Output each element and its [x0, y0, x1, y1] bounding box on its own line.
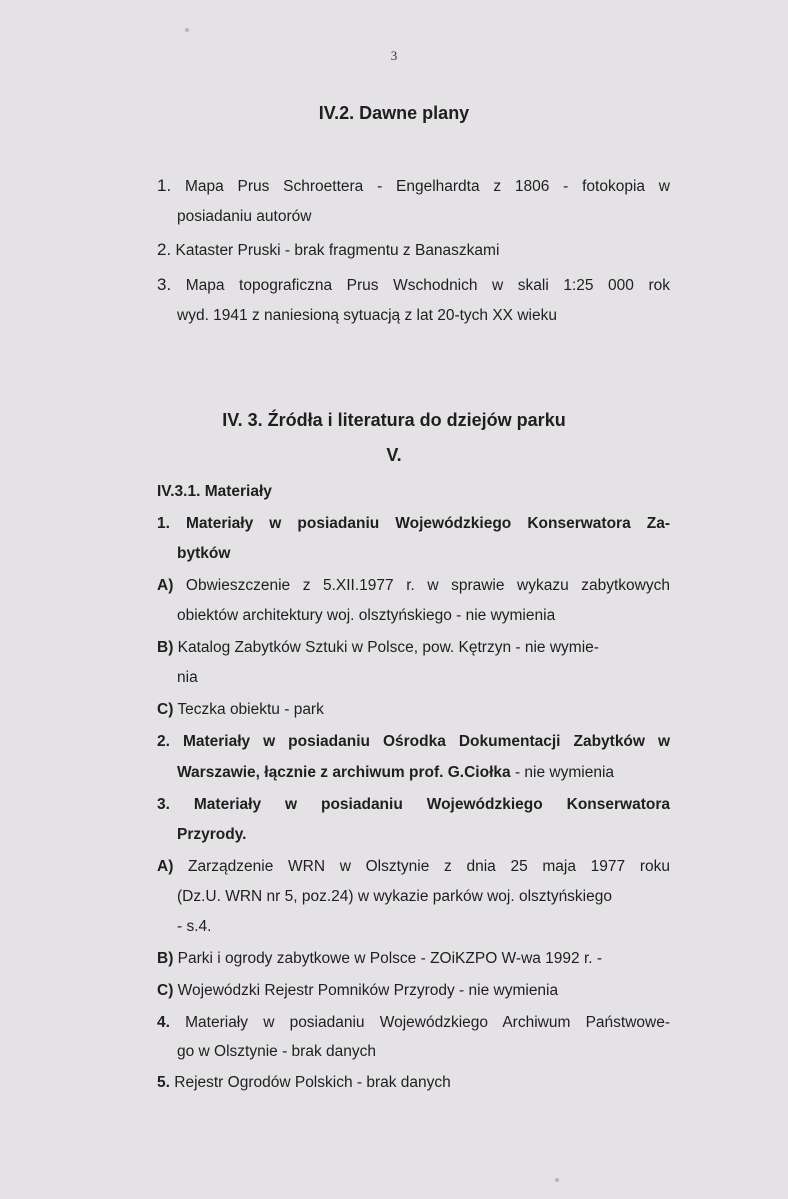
- material-item-1b: [157, 639, 599, 657]
- material-item-1c: [157, 701, 324, 719]
- item-text: Mapa Prus Schroettera - Engelhardta z 1806 - fotokopia w: [184, 178, 670, 195]
- material-item-3c: [157, 982, 558, 1000]
- item-label: B): [157, 639, 174, 656]
- item-number: 5.: [157, 1074, 170, 1091]
- material-item-3a-cont: (Dz.U. WRN nr 5, poz.24) w wykazie parków woj. olsztyńskiego: [177, 888, 612, 905]
- section-title-zrodla: IV. 3. Źródła i literatura do dziejów parku: [222, 410, 566, 430]
- item-number: 2.: [157, 240, 172, 259]
- material-item-4: [157, 1014, 670, 1032]
- item-text: Zarządzenie WRN w Olsztynie z dnia 25 maja 1977 roku: [188, 858, 670, 875]
- item-label: C): [157, 982, 174, 999]
- material-item-2-cont: [177, 764, 614, 782]
- item-text: Materiały w posiadaniu Wojewódzkiego Konserwatora: [193, 796, 670, 813]
- section-title-dawne-plany: IV.2. Dawne plany: [318, 103, 470, 123]
- sub-heading-materialy: IV.3.1. Materiały: [157, 483, 272, 500]
- item-text: - nie wymienia: [510, 764, 615, 781]
- item-number: 4.: [157, 1014, 170, 1031]
- material-item-2: [157, 733, 670, 751]
- item-text: Parki i ogrody zabytkowe w Polsce - ZOiKZPO W-wa 1992 r. -: [177, 950, 603, 967]
- scan-speck: [555, 1178, 559, 1182]
- item-text: Mapa topograficzna Prus Wschodnich w skali 1:25 000 rok: [185, 277, 670, 294]
- material-item-3-cont: Przyrody.: [177, 826, 247, 843]
- material-item-1b-cont: nia: [177, 669, 198, 686]
- material-item-1-cont: bytków: [177, 545, 231, 562]
- item-text: Materiały w posiadaniu Wojewódzkiego Konserwatora Za-: [186, 515, 671, 532]
- item-text: Obwieszczenie z 5.XII.1977 r. w sprawie wykazu zabytkowych: [185, 577, 670, 594]
- material-item-3a: [157, 858, 670, 876]
- scan-speck: [185, 28, 189, 32]
- list-item-3: [157, 275, 670, 295]
- item-text: Materiały w posiadaniu Ośrodka Dokumentacji Zabytków w: [182, 733, 671, 750]
- material-item-1a-cont: obiektów architektury woj. olsztyńskiego - nie wymienia: [177, 607, 556, 624]
- item-number: 3.: [157, 275, 172, 294]
- material-item-3b: [157, 950, 602, 968]
- list-item-3-cont: wyd. 1941 z naniesioną sytuacją z lat 20-tych XX wieku: [177, 307, 557, 324]
- item-text-bold: Warszawie, łącznie z archiwum prof. G.Ciołka: [177, 764, 511, 781]
- item-number: 2.: [157, 733, 170, 750]
- item-label: C): [157, 701, 174, 718]
- item-label: B): [157, 950, 174, 967]
- item-number: 1.: [157, 176, 172, 195]
- list-item-1: [157, 176, 670, 196]
- page-number: 3: [390, 48, 398, 63]
- material-item-5: [157, 1074, 451, 1092]
- item-text: Teczka obiektu - park: [177, 701, 324, 718]
- item-text: Katalog Zabytków Sztuki w Polsce, pow. Kętrzyn - nie wymie-: [177, 639, 599, 656]
- material-item-3a-cont2: - s.4.: [177, 918, 212, 935]
- item-text: Rejestr Ogrodów Polskich - brak danych: [174, 1074, 451, 1091]
- section-subtitle: V.: [386, 445, 402, 465]
- item-label: A): [157, 577, 174, 594]
- material-item-4-cont: go w Olsztynie - brak danych: [177, 1043, 377, 1060]
- item-text: Kataster Pruski - brak fragmentu z Banaszkami: [175, 242, 500, 259]
- item-number: 3.: [157, 796, 170, 813]
- material-item-3: [157, 796, 670, 814]
- item-text: Wojewódzki Rejestr Pomników Przyrody - nie wymienia: [177, 982, 559, 999]
- item-label: A): [157, 858, 174, 875]
- item-text: Materiały w posiadaniu Wojewódzkiego Archiwum Państwowe-: [185, 1014, 670, 1031]
- item-number: 1.: [157, 515, 170, 532]
- list-item-2: [157, 240, 499, 260]
- material-item-1a: [157, 577, 670, 595]
- list-item-1-cont: posiadaniu autorów: [177, 208, 312, 225]
- material-item-1: [157, 515, 670, 533]
